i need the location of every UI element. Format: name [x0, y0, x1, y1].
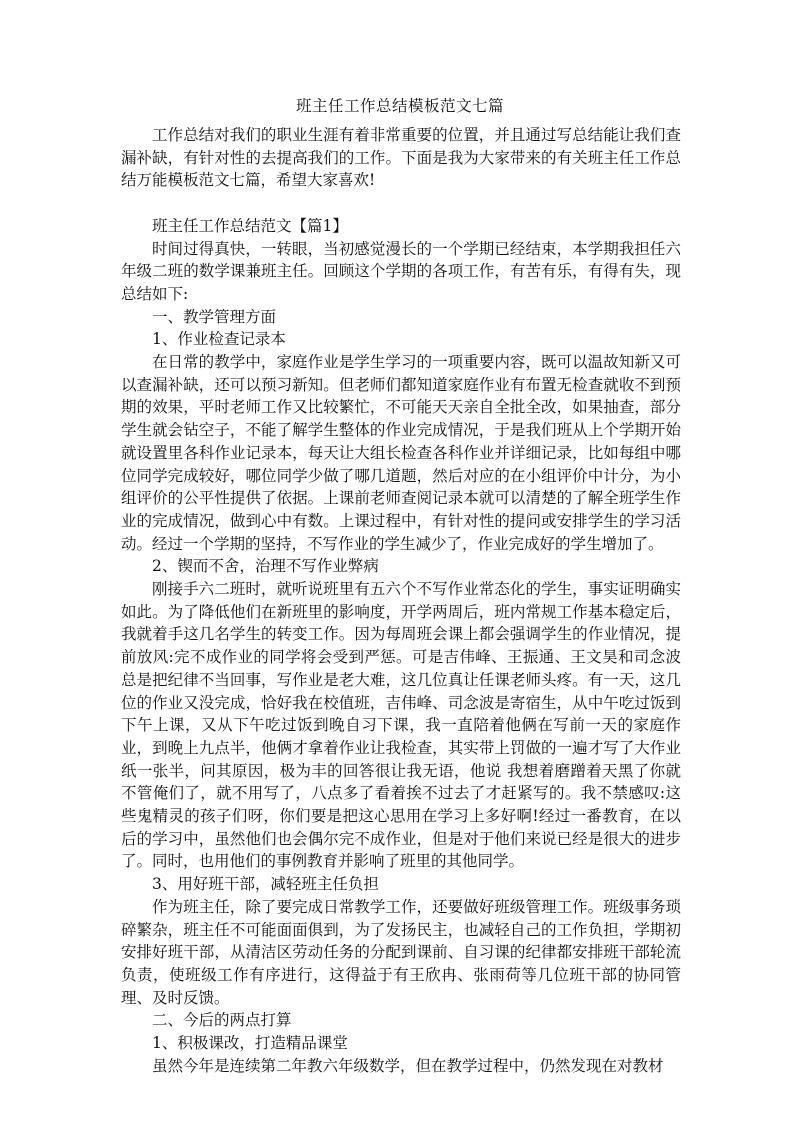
blank-line	[121, 192, 681, 215]
subheading-1-2: 2、锲而不舍，治理不写作业弊病	[152, 557, 379, 576]
subheading-1-1: 1、作业检查记录本	[152, 330, 286, 349]
subheading-1-3: 3、用好班干部，减轻班主任负担	[152, 875, 379, 894]
paragraph-2-1: 虽然今年是连续第二年教六年级数学，但在教学过程中，仍然发现在对教材	[152, 1056, 664, 1075]
intro-paragraph: 工作总结对我们的职业生涯有着非常重要的位置，并且通过写总结能让我们查漏补缺，有针对性的去提高我们的工作。下面是我为大家带来的有关班主任工作总结万能模板范文七篇，希望大家喜欢!	[121, 126, 681, 190]
subheading-2-1: 1、积极课改，打造精品课堂	[152, 1034, 348, 1053]
document-title: 班主任工作总结模板范文七篇	[295, 97, 504, 115]
section-heading-2: 二、今后的两点打算	[152, 1011, 292, 1030]
paragraph-1-1: 在日常的教学中，家庭作业是学生学习的一项重要内容，既可以温故知新又可以查漏补缺，还可以预习新知。但老师们都知道家庭作业有布置无检查就收不到预期的效果，平时老师工作又比较繁忙，不可能天天亲自全批全改，如果抽查，部分学生就会钻空子，不能了解学生整体的作业完成情况，于是我们班从上个学期开始就设置里各科作业记录本，每天让大组长检查各科作业并详细记录，比如每组中哪位同学完成较好，哪位同学少做了哪几道题，然后对应的在小组评价中计分，为小组评价的公平性提供了依据。上课前老师查阅记录本就可以清楚的了解全班学生作业的完成情况，做到心中有数。上课过程中，有针对性的提问或安排学生的学习活动。经过一个学期的坚持，不写作业的学生减少了，作业完成好的学生增加了。	[121, 353, 681, 553]
paragraph-1-2: 刚接手六二班时，就听说班里有五六个不写作业常态化的学生，事实证明确实如此。为了降低他们在新班里的影响度，开学两周后，班内常规工作基本稳定后，我就着手这几名学生的转变工作。因为每周班会课上都会强调学生的作业情况，提前放风:完不成作业的同学将会受到严惩。可是吉伟峰、王振通、王文昊和司念波总是把纪律不当回事，写作业是老大难，这几位真让任课老师头疼。有一天，这几位的作业又没完成，恰好我在校值班，吉伟峰、司念波是寄宿生，从中午吃过饭到下午上课，又从下午吃过饭到晚自习下课，我一直陪着他俩在写前一天的家庭作业，到晚上九点半，他俩才拿着作业让我检查，其实带上罚做的一遍才写了大作业纸一张半，问其原因，极为丰的回答很让我无语，他说 我想着磨蹭着天黑了你就不管俺们了，就不用写了，八点多了看着挨不过去了才赶紧写的。我不禁感叹:这些鬼精灵的孩子们呀，你们要是把这心思用在学习上多好啊!经过一番教育，在以后的学习中，虽然他们也会偶尔完不成作业，但是对于他们来说已经是很大的进步了。同时，也用他们的事例教育并影响了班里的其他同学。	[121, 580, 681, 871]
paragraph-1-3: 作为班主任，除了要完成日常教学工作，还要做好班级管理工作。班级事务琐碎繁杂，班主任不可能面面俱到，为了发扬民主，也减轻自己的工作负担，学期初安排好班干部，从清洁区劳动任务的分配到课前、自习课的纪律都安排班干部轮流负责，使班级工作有序进行，这得益于有王欣冉、张雨荷等几位班干部的协同管理、及时反馈。	[121, 897, 681, 1007]
section-heading-1: 一、教学管理方面	[152, 307, 277, 326]
document-body	[121, 124, 681, 1078]
opening-paragraph: 时间过得真快，一转眼，当初感觉漫长的一个学期已经结束，本学期我担任六年级二班的数学课兼班主任。回顾这个学期的各项工作，有苦有乐，有得有失，现总结如下:	[121, 239, 681, 303]
article-heading: 班主任工作总结范文【篇1】	[152, 216, 348, 235]
